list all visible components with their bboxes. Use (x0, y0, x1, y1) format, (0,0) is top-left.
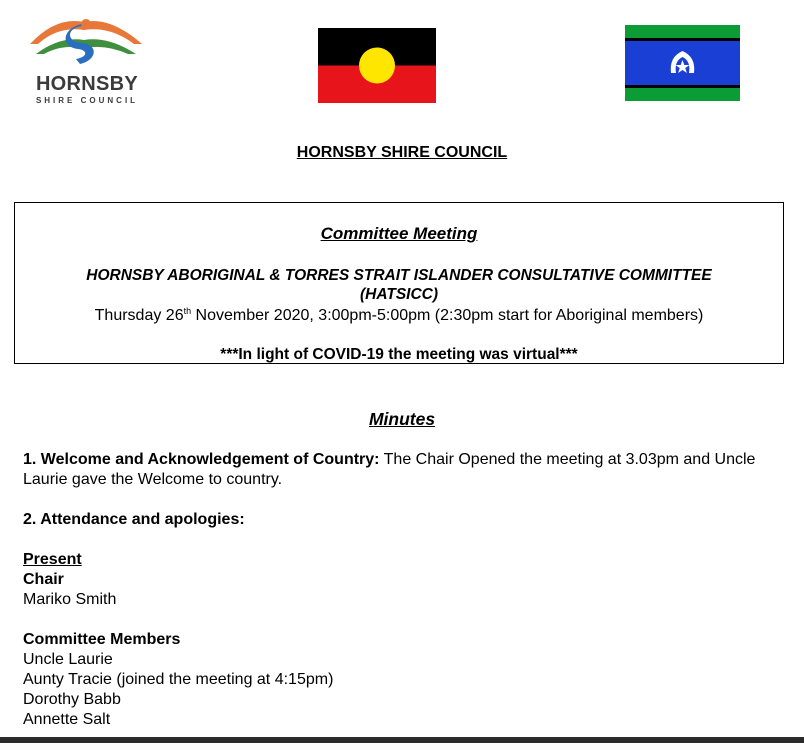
logo-subtitle: SHIRE COUNCIL (35, 96, 139, 105)
meeting-details-box (14, 202, 784, 364)
date-prefix: Thursday 26 (94, 307, 184, 324)
item-welcome-label: 1. Welcome and Acknowledgement of Country: (23, 451, 380, 468)
member-name: Dorothy Babb (23, 691, 121, 708)
hornsby-logo-graphic (26, 10, 146, 72)
meeting-heading: Committee Meeting (320, 224, 478, 243)
aboriginal-flag (318, 28, 436, 103)
item-attendance-label: 2. Attendance and apologies: (23, 511, 245, 528)
committee-name (15, 266, 783, 304)
hornsby-logo (26, 10, 146, 105)
meeting-date (15, 306, 783, 325)
torres-strait-islander-flag (625, 25, 740, 101)
date-rest: November 2020, 3:00pm-5:00pm (2:30pm start for Aboriginal members) (191, 307, 704, 324)
date-ordinal: th (183, 306, 192, 316)
committee-name-line1: HORNSBY ABORIGINAL & TORRES STRAIT ISLANDER CONSULTATIVE COMMITTEE (86, 267, 712, 284)
chair-name: Mariko Smith (23, 591, 117, 608)
logo-name: HORNSBY (35, 73, 139, 95)
member-name: Aunty Tracie (joined the meeting at 4:15pm) (23, 671, 334, 688)
present-label: Present (23, 551, 82, 568)
member-name: Uncle Laurie (23, 651, 113, 668)
minutes-content (23, 450, 783, 730)
committee-name-line2: (HATSICC) (359, 286, 439, 303)
council-title: HORNSBY SHIRE COUNCIL (296, 144, 508, 161)
minutes-heading: Minutes (368, 409, 436, 429)
flag-sun (359, 48, 395, 84)
item-welcome (23, 450, 783, 490)
committee-members-label: Committee Members (23, 631, 181, 648)
member-name: Annette Salt (23, 711, 111, 728)
covid-notice: ***In light of COVID-19 the meeting was virtual*** (220, 346, 578, 363)
item-welcome-text: The Chair Opened the meeting at 3.03pm and Uncle Laurie gave the Welcome to country. (23, 451, 756, 488)
chair-label: Chair (23, 571, 64, 588)
window-bottom-bar (0, 737, 804, 743)
